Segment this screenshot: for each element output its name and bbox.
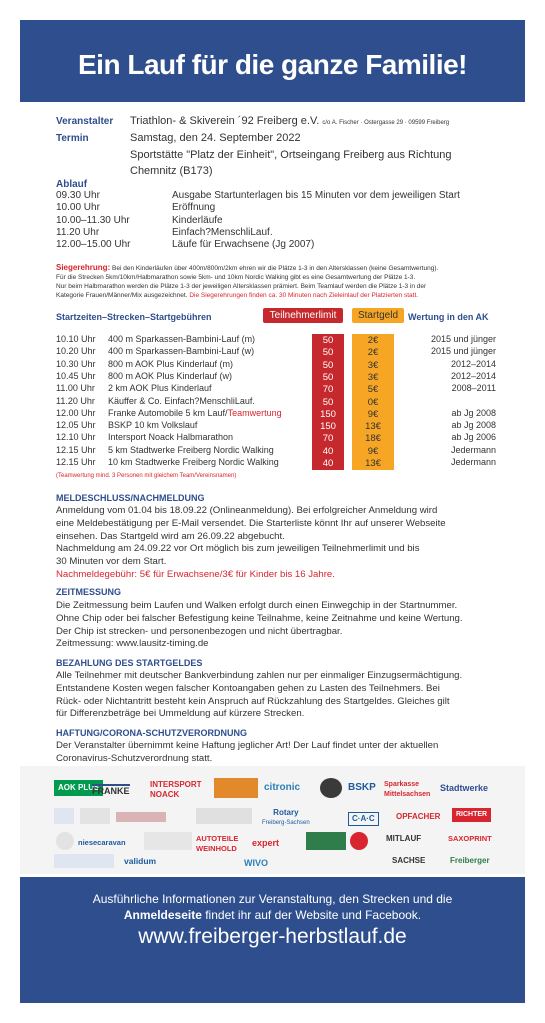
race-time: 12.00 Uhr <box>56 407 96 418</box>
race-time: 10.45 Uhr <box>56 370 96 381</box>
ablauf-text: Einfach?MenschliLauf. <box>172 226 273 238</box>
race-ak: Jedermann <box>450 444 496 455</box>
ablauf-label: Ablauf <box>56 179 88 190</box>
veranstalter-label: Veranstalter <box>56 116 114 127</box>
table-row <box>56 359 496 372</box>
bezahlung-text: Alle Teilnehmer mit deutscher Bankverbindung zahlen nur per einmaliger Einzugsermächtigung. Entstandene Kosten wegen falscher Kontoangaben gehen zu Lasten des Teilnehmers. Bei Rück- oder Nichtantritt besteht kein Anspruch auf Rückzahlung des Startgeldes. Gleiches gilt für Differenzbeträge bei Ummeldung auf kürzere Strecken. <box>56 670 463 720</box>
nieso-logo: niesecaravan <box>78 838 126 847</box>
race-name: 5 km Stadtwerke Freiberg Nordic Walking <box>108 444 274 455</box>
ablauf-text: Kinderläufe <box>172 214 223 226</box>
termin-location-2: Chemnitz (B173) <box>130 165 213 177</box>
termin-label: Termin <box>56 133 89 144</box>
race-limit: 50 <box>312 346 344 359</box>
race-fee: 0€ <box>352 396 394 409</box>
siegerehrung-block: Siegerehrung: Bei den Kinderläufen über 400m/800m/2km ehren wir die Plätze 1-3 in den Altersklassen (keine Gesamtwertung). Für die Strecken 5km/10km/Halbmarathon sowie 5km- und 10km Nordic Walking gibt es eine Gesamtwertung der Plätze 1-3. Nur beim Halbmarathon werden die Plätze 1-3 der jeweiligen Altersklassen prämiert. Beim Teamlauf werden die Plätze 1-3 in der Kategorie Frauen/Männer/Mix ausgezeichnet. Die Siegerehrungen finden ca. 30 Minuten nach Zieleinlauf der Platzierten statt. <box>56 263 439 299</box>
race-time: 10.30 Uhr <box>56 358 96 369</box>
race-limit: 50 <box>312 359 344 372</box>
race-name: Franke Automobile 5 km Lauf/Teamwertung <box>108 407 282 418</box>
sponsor-green-logo <box>306 832 346 850</box>
table-row <box>56 383 496 396</box>
table-row <box>56 334 496 347</box>
race-name: 800 m AOK Plus Kinderlauf (m) <box>108 358 234 369</box>
ablauf-text: Ausgabe Startunterlagen bis 15 Minuten vor dem jeweiligen Start <box>172 190 460 201</box>
race-time: 12.05 Uhr <box>56 420 96 431</box>
table-row <box>56 396 496 409</box>
footer-info-line-1: Ausführliche Informationen zur Veranstaltung, den Strecken und die <box>92 892 453 906</box>
mitlauf-logo: MITLAUF <box>386 834 422 843</box>
ablauf-text: Läufe für Erwachsene (Jg 2007) <box>172 239 315 251</box>
sponsor-small-logo-1 <box>54 808 74 824</box>
table-title: Startzeiten–Strecken–Startgebühren <box>56 312 212 322</box>
ak-header: Wertung in den AK <box>408 312 489 322</box>
page-title: Ein Lauf für die ganze Familie! <box>78 49 467 80</box>
sponsor-orange-logo <box>214 778 258 798</box>
race-ak: ab Jg 2006 <box>451 432 496 443</box>
race-limit: 50 <box>312 371 344 384</box>
ablauf-time: 10.00–11.30 Uhr <box>56 214 130 226</box>
footer-banner <box>20 877 525 1003</box>
race-ak: ab Jg 2008 <box>451 420 496 431</box>
flyer-page <box>20 20 525 1003</box>
autoteile-logo: AUTOTEILE WEINHOLD <box>196 834 239 853</box>
race-name: 2 km AOK Plus Kinderlauf <box>108 383 212 394</box>
race-limit: 50 <box>312 334 344 347</box>
race-limit: 70 <box>312 383 344 396</box>
franke-logo: FRANKE <box>92 786 130 796</box>
sponsor-round-logo <box>320 778 342 798</box>
cac-logo: C·A·C <box>348 812 379 826</box>
race-ak: 2015 und jünger <box>430 334 496 344</box>
table-row <box>56 371 496 384</box>
race-limit: 70 <box>312 432 344 445</box>
race-ak: 2012–2014 <box>450 370 496 381</box>
race-limit: 40 <box>312 457 344 470</box>
table-row <box>56 445 496 458</box>
race-ak: ab Jg 2008 <box>451 407 496 418</box>
validum-logo: validum <box>124 856 157 866</box>
race-fee: 18€ <box>352 432 394 445</box>
wivo-logo: WIVO <box>244 858 268 868</box>
bskp-logo: BSKP <box>348 782 376 793</box>
sachse-logo: SACHSE <box>392 856 426 865</box>
opfacher-logo: OPFACHER <box>396 812 441 821</box>
website-url[interactable]: www.freiberger-herbstlauf.de <box>138 925 407 948</box>
sponsor-area <box>20 766 525 874</box>
richter-logo: RICHTER <box>452 808 491 822</box>
limit-header: Teilnehmerlimit <box>263 308 343 323</box>
race-fee: 5€ <box>352 383 394 396</box>
team-note: (Teamwertung mind. 3 Personen mit gleichem Team/Vereinsnamen) <box>56 473 237 479</box>
bezahlung-title: BEZAHLUNG DES STARTGELDES <box>56 658 203 668</box>
race-limit: 150 <box>312 420 344 433</box>
sponsor-small-logo-7 <box>54 854 114 868</box>
haftung-text: Der Veranstalter übernimmt keine Haftung jeglicher Art! Der Lauf findet unter der aktuellen Coronavirus-Schutzverordnung statt. <box>56 740 439 764</box>
sponsor-small-logo-4 <box>196 808 252 824</box>
race-time: 10.10 Uhr <box>56 334 96 344</box>
sponsor-small-logo-3 <box>116 812 166 822</box>
race-name: 800 m AOK Plus Kinderlauf (w) <box>108 370 233 381</box>
sponsor-small-logo-2 <box>80 808 110 824</box>
footer-info-line-2: Anmeldeseite findet ihr auf der Website und Facebook. <box>123 908 422 922</box>
ablauf-text: Eröffnung <box>172 202 216 214</box>
race-time: 10.20 Uhr <box>56 346 96 357</box>
sponsor-red-logo <box>350 832 368 850</box>
sponsor-small-logo-5 <box>56 832 74 850</box>
race-time: 11.00 Uhr <box>56 383 95 394</box>
race-ak: 2012–2014 <box>450 358 496 369</box>
aok-logo: AOK PLUS <box>54 780 103 796</box>
sponsor-small-logo-6 <box>144 832 192 850</box>
race-fee: 3€ <box>352 359 394 372</box>
table-row <box>56 346 496 359</box>
veranstalter-value: Triathlon- & Skiverein ´92 Freiberg e.V. c/o A. Fischer · Ostergasse 29 · 09599 Freiberg <box>130 115 450 127</box>
race-fee: 2€ <box>352 334 394 347</box>
sparkasse-logo: Sparkasse Mittelsachsen <box>384 781 431 798</box>
freiberger-logo: Freiberger <box>450 856 490 865</box>
race-ak: Jedermann <box>450 457 496 467</box>
race-ak: 2008–2011 <box>451 383 496 394</box>
table-row <box>56 457 496 470</box>
melde-text: Anmeldung vom 01.04 bis 18.09.22 (Onlineanmeldung). Bei erfolgreicher Anmeldung wird eine Meldebestätigung per E-Mail versendet. Die Starterliste könnt Ihr auf unserer Webseite einsehen. Das Startgeld wird am 26.09.22 abgebucht. Nachmeldung am 24.09.22 vor Ort möglich bis zum jeweiligen Teilnehmerlimit und bis 30 Minuten vor dem Start. Nachmeldegebühr: 5€ für Erwachsene/3€ für Kinder bis 16 Jahre. <box>56 505 446 580</box>
fee-header: Startgeld <box>352 308 404 323</box>
stadtwerke-logo: Stadtwerke <box>440 783 489 793</box>
race-name: Käuffer & Co. Einfach?MenschliLauf. <box>108 395 255 406</box>
header-banner <box>20 20 525 102</box>
ablauf-time: 09.30 Uhr <box>56 190 100 201</box>
table-row <box>56 432 496 445</box>
race-time: 11.20 Uhr <box>56 395 95 406</box>
race-time: 12.15 Uhr <box>56 444 96 455</box>
rotary-logo: Rotary Freiberg-Sachsen <box>262 808 310 826</box>
saxoprint-logo: SAXOPRINT <box>448 834 492 843</box>
race-limit: 50 <box>312 396 344 409</box>
intersport-logo: INTERSPORT NOACK <box>150 780 202 799</box>
race-fee: 9€ <box>352 408 394 421</box>
race-fee: 3€ <box>352 371 394 384</box>
race-fee: 13€ <box>352 420 394 433</box>
race-name: Intersport Noack Halbmarathon <box>108 432 234 443</box>
race-ak: 2015 und jünger <box>430 346 496 357</box>
ablauf-time: 10.00 Uhr <box>56 202 100 214</box>
citronic-logo: citronic <box>264 782 301 793</box>
table-row <box>56 420 496 433</box>
race-fee: 2€ <box>352 346 394 359</box>
race-limit: 150 <box>312 408 344 421</box>
expert-logo: expert <box>252 838 280 848</box>
race-fee: 13€ <box>352 457 394 470</box>
zeit-title: ZEITMESSUNG <box>56 587 122 597</box>
race-name: 400 m Sparkassen-Bambini-Lauf (w) <box>108 346 255 357</box>
table-row <box>56 408 496 421</box>
ablauf-time: 11.20 Uhr <box>56 226 100 238</box>
race-limit: 40 <box>312 445 344 458</box>
zeit-text: Die Zeitmessung beim Laufen und Walken erfolgt durch einen Einwegchip in der Startnummer. Ohne Chip oder bei falscher Befestigung keine Teilnahme, keine Zeitnahme und keine Wertung. Der Chip ist strecken- und personenbezogen und nicht übertragbar. Zeitmessung: www.lausitz-timing.de <box>56 600 463 650</box>
termin-location: Sportstätte "Platz der Einheit", Ortseingang Freiberg aus Richtung <box>130 149 452 161</box>
race-name: 400 m Sparkassen-Bambini-Lauf (m) <box>108 334 256 344</box>
ablauf-time: 12.00–15.00 Uhr <box>56 239 131 251</box>
race-name: 10 km Stadtwerke Freiberg Nordic Walking <box>108 457 279 467</box>
siegerehrung-label: Siegerehrung: <box>56 263 111 272</box>
haftung-title: HAFTUNG/CORONA-SCHUTZVERORDNUNG <box>56 728 247 738</box>
race-time: 12.10 Uhr <box>56 432 96 443</box>
race-time: 12.15 Uhr <box>56 457 96 467</box>
race-name: BSKP 10 km Volkslauf <box>108 420 198 431</box>
termin-date: Samstag, den 24. September 2022 <box>130 132 301 144</box>
melde-title: MELDESCHLUSS/NACHMELDUNG <box>56 493 205 503</box>
race-fee: 9€ <box>352 445 394 458</box>
